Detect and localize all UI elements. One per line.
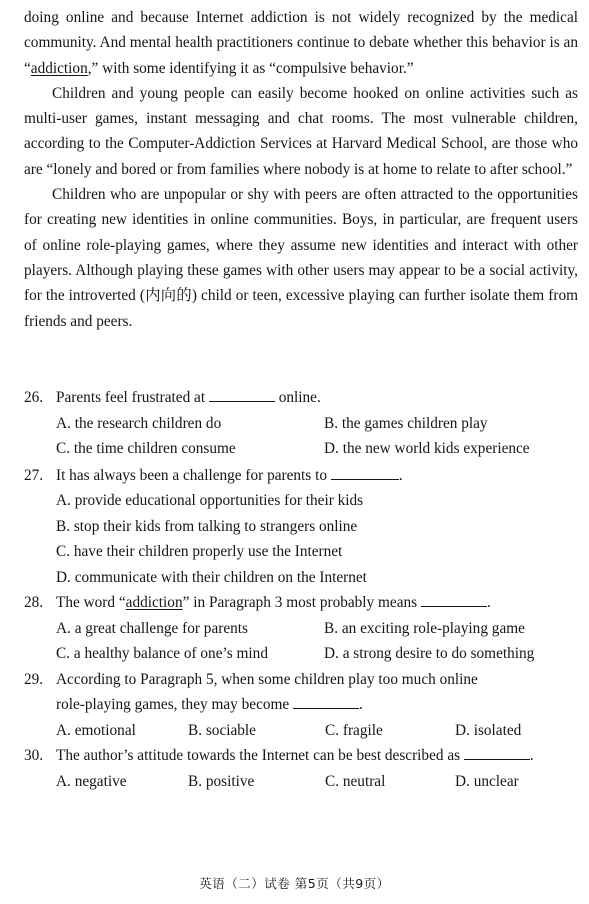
answer-blank bbox=[209, 387, 275, 402]
option-a: A. a great challenge for parents bbox=[56, 619, 248, 637]
option-c: C. neutral bbox=[325, 772, 386, 790]
option-a: A. emotional bbox=[56, 721, 136, 739]
option-b: B. positive bbox=[188, 772, 255, 790]
answer-blank bbox=[293, 694, 359, 709]
option-b: B. stop their kids from talking to strangers online bbox=[56, 517, 358, 535]
question-number: 28. bbox=[24, 594, 44, 611]
passage-paragraph-2: Children and young people can easily become hooked on online activities such as multi-user games, instant messaging and chat rooms. The most vulnerable children, according to the Computer-Addiction Services at Harvard Medical School, are those who are “lonely and bored or from families where nobody is at home to relate to after school.” bbox=[24, 84, 578, 178]
option-c: C. have their children properly use the Internet bbox=[56, 543, 343, 560]
question-29: 29. According to Paragraph 5, when some children play too much online role-playing games, they may become . A. emotional B. sociable C. fragile D. isolated bbox=[24, 667, 578, 744]
question-26: 26. Parents feel frustrated at online. A. the research children do B. the games children play C. the time children consume D. the new world kids experience bbox=[24, 385, 578, 462]
option-b: B. an exciting role-playing game bbox=[324, 619, 525, 637]
underlined-word: addiction bbox=[125, 594, 183, 611]
question-stem: The author’s attitude towards the Internet can be best described as bbox=[56, 747, 461, 764]
page-footer: 英语（二）试卷 第5页（共9页） bbox=[199, 876, 390, 891]
option-b: B. sociable bbox=[188, 721, 256, 739]
option-a: A. negative bbox=[56, 772, 127, 790]
question-28: 28. The word “addiction” in Paragraph 3 most probably means . A. a great challenge for parents B. an exciting role-playing game C. a healthy balance of one’s mind D. a strong desire to do something bbox=[24, 590, 578, 667]
passage-paragraph-3: Children who are unpopular or shy with peers are often attracted to the opportunities for creating new identities in online communities. Boys, in particular, are frequent users of online role-playing games, where they assume new identities and interact with other players. Although playing these games with other users may appear to be a social activity, for the introverted (内向的) child or teen, excessive playing can further isolate them from friends and peers. bbox=[24, 186, 578, 330]
answer-blank bbox=[421, 592, 487, 607]
question-number: 30. bbox=[24, 747, 44, 764]
underlined-word: addiction bbox=[30, 59, 88, 77]
option-c: C. a healthy balance of one’s mind bbox=[56, 645, 268, 662]
question-number: 29. bbox=[24, 670, 44, 688]
option-a: A. the research children do bbox=[56, 414, 222, 432]
option-a: A. provide educational opportunities for their kids bbox=[56, 492, 364, 509]
answer-blank bbox=[331, 465, 399, 480]
question-30: 30. The author’s attitude towards the Internet can be best described as . A. negative B. positive C. neutral D. unclear bbox=[24, 743, 578, 794]
question-list bbox=[24, 385, 578, 794]
option-d: D. the new world kids experience bbox=[324, 440, 530, 457]
question-number: 26. bbox=[24, 389, 44, 406]
reading-passage bbox=[24, 5, 578, 334]
option-d: D. unclear bbox=[455, 772, 519, 790]
passage-paragraph-1: doing online and because Internet addiction is not widely recognized by the medical community. And mental health practitioners continue to debate whether this behavior is an “addiction,” with some identifying it as “compulsive behavior.” bbox=[24, 9, 578, 77]
option-c: C. the time children consume bbox=[56, 440, 236, 457]
option-d: D. a strong desire to do something bbox=[324, 645, 535, 662]
option-d: D. communicate with their children on the Internet bbox=[56, 568, 367, 586]
answer-blank bbox=[464, 745, 530, 760]
question-stem: According to Paragraph 5, when some children play too much online bbox=[56, 670, 478, 688]
option-d: D. isolated bbox=[455, 721, 522, 739]
question-number: 27. bbox=[24, 466, 44, 484]
option-b: B. the games children play bbox=[324, 414, 488, 432]
question-stem: It has always been a challenge for parents to bbox=[56, 466, 327, 484]
question-stem: The word “ bbox=[56, 594, 126, 611]
question-stem: Parents feel frustrated at bbox=[56, 389, 206, 406]
question-27: 27. It has always been a challenge for parents to . A. provide educational opportunities for their kids B. stop their kids from talking to strangers online C. have their children properly use the Internet D. communicate with their children on the Internet bbox=[24, 463, 578, 591]
option-c: C. fragile bbox=[325, 721, 383, 739]
